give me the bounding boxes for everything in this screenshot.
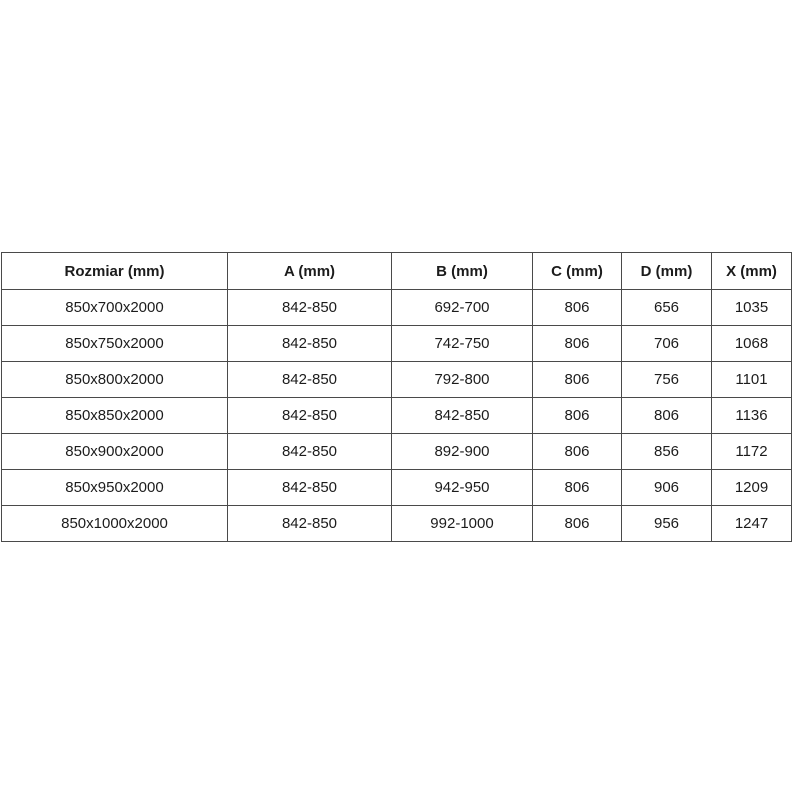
- table-row: [2, 506, 792, 542]
- table-row: [2, 290, 792, 326]
- table-cell: 842-850: [228, 290, 392, 326]
- table-cell: 756: [622, 362, 712, 398]
- table-cell: 842-850: [228, 326, 392, 362]
- table-cell: 806: [533, 398, 622, 434]
- table-cell: 892-900: [392, 434, 533, 470]
- table-cell: 806: [533, 326, 622, 362]
- table-row: [2, 470, 792, 506]
- column-header: D (mm): [622, 253, 712, 290]
- table-cell: 850x950x2000: [2, 470, 228, 506]
- table-cell: 806: [533, 470, 622, 506]
- table-cell: 842-850: [228, 506, 392, 542]
- column-header: Rozmiar (mm): [2, 253, 228, 290]
- table-cell: 806: [622, 398, 712, 434]
- table-cell: 956: [622, 506, 712, 542]
- table-header-row: [2, 253, 792, 290]
- table-row: [2, 362, 792, 398]
- table-cell: 842-850: [392, 398, 533, 434]
- table-cell: 842-850: [228, 362, 392, 398]
- table-cell: 806: [533, 290, 622, 326]
- dimensions-table: [1, 252, 792, 542]
- table-cell: 850x1000x2000: [2, 506, 228, 542]
- table-cell: 850x800x2000: [2, 362, 228, 398]
- table-cell: 850x750x2000: [2, 326, 228, 362]
- table-cell: 1247: [712, 506, 792, 542]
- table-cell: 842-850: [228, 398, 392, 434]
- table-cell: 1136: [712, 398, 792, 434]
- table-cell: 692-700: [392, 290, 533, 326]
- table-row: [2, 326, 792, 362]
- table-cell: 806: [533, 434, 622, 470]
- table-row: [2, 398, 792, 434]
- table-cell: 842-850: [228, 434, 392, 470]
- table-cell: 842-850: [228, 470, 392, 506]
- table-cell: 906: [622, 470, 712, 506]
- table-cell: 792-800: [392, 362, 533, 398]
- table-cell: 656: [622, 290, 712, 326]
- table-cell: 850x850x2000: [2, 398, 228, 434]
- column-header: B (mm): [392, 253, 533, 290]
- table-cell: 806: [533, 362, 622, 398]
- table-cell: 706: [622, 326, 712, 362]
- table-cell: 1209: [712, 470, 792, 506]
- column-header: X (mm): [712, 253, 792, 290]
- table-cell: 992-1000: [392, 506, 533, 542]
- table-cell: 806: [533, 506, 622, 542]
- table-cell: 1035: [712, 290, 792, 326]
- table-cell: 1172: [712, 434, 792, 470]
- table-cell: 1101: [712, 362, 792, 398]
- column-header: A (mm): [228, 253, 392, 290]
- table-cell: 850x900x2000: [2, 434, 228, 470]
- column-header: C (mm): [533, 253, 622, 290]
- table-cell: 742-750: [392, 326, 533, 362]
- table-cell: 856: [622, 434, 712, 470]
- table-cell: 942-950: [392, 470, 533, 506]
- table-cell: 850x700x2000: [2, 290, 228, 326]
- table-row: [2, 434, 792, 470]
- table-cell: 1068: [712, 326, 792, 362]
